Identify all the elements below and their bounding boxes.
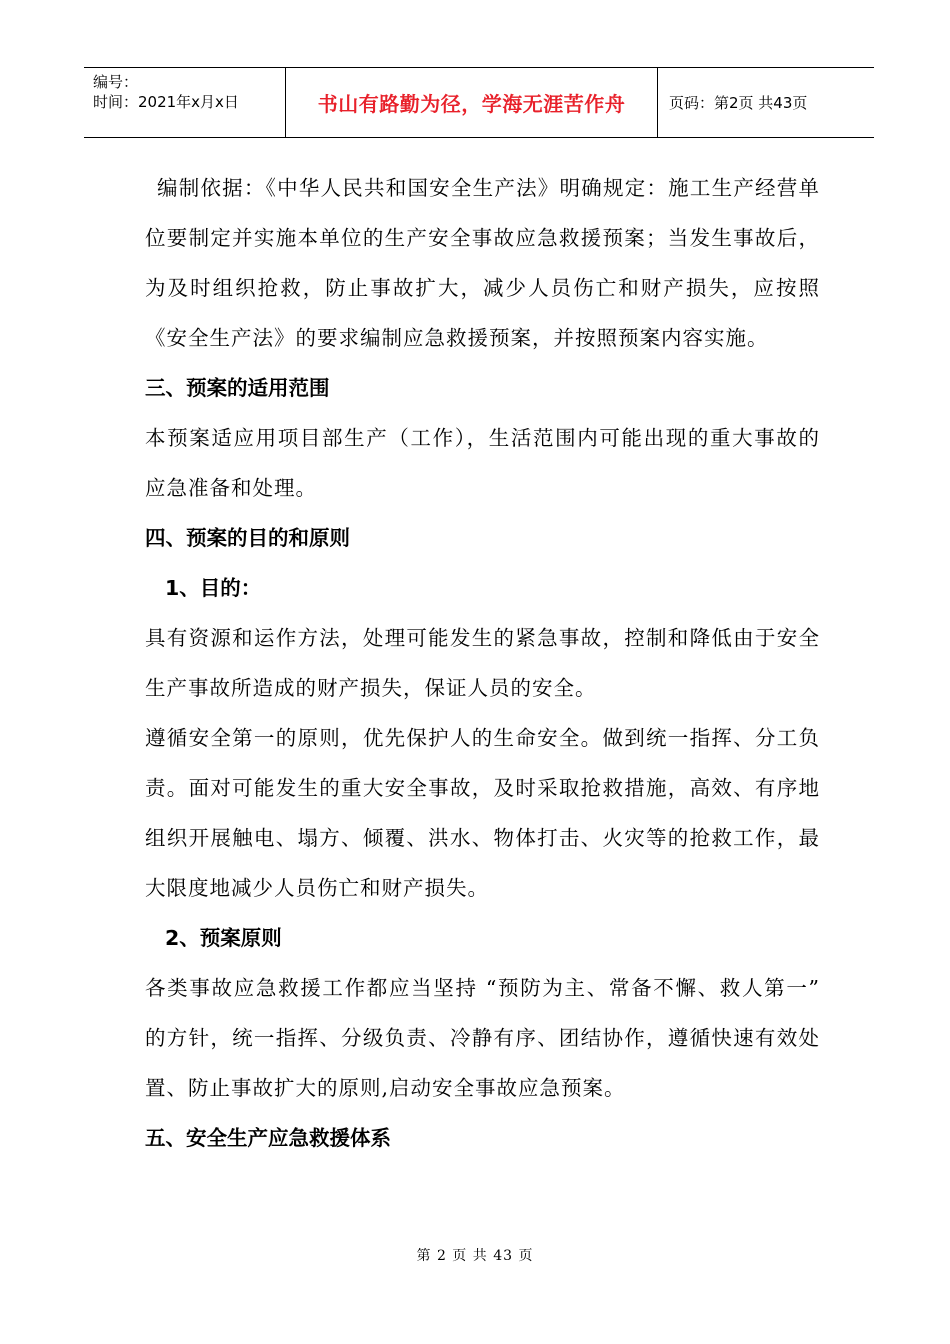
paragraph-purpose: 具有资源和运作方法，处理可能发生的紧急事故，控制和降低由于安全生产事故所造成的财产损失，保证人员的安全。 [145, 626, 820, 700]
paragraph-principles: 各类事故应急救援工作都应当坚持 “预防为主、常备不懈、救人第一” 的方针，统一指挥、分级负责、冷静有序、团结协作，遵循快速有效处置、防止事故扩大的原则,启动安全事故应急预案。 [145, 976, 820, 1100]
header-table [84, 67, 874, 138]
paragraph-scope: 本预案适应用项目部生产（工作），生活范围内可能出现的重大事故的应急准备和处理。 [145, 426, 820, 500]
subheading-purpose: 1、目的： [165, 576, 262, 600]
header-motto: 书山有路勤为径，学海无涯苦作舟 [317, 92, 626, 116]
paragraph-safety-first: 遵循安全第一的原则，优先保护人的生命安全。做到统一指挥、分工负责。面对可能发生的重大安全事故，及时采取抢救措施，高效、有序地组织开展触电、塌方、倾覆、洪水、物体打击、火灾等的抢救工作，最大限度地减少人员伤亡和财产损失。 [145, 726, 820, 900]
paragraph-basis: 编制依据：《中华人民共和国安全生产法》明确规定：施工生产经营单位要制定并实施本单位的生产安全事故应急救援预案；当发生事故后，为及时组织抢救，防止事故扩大，减少人员伤亡和财产损失，应按照《安全生产法》的要求编制应急救援预案，并按照预案内容实施。 [145, 176, 820, 350]
document-number-label: 编号： [93, 73, 139, 91]
header-page-cell [658, 68, 874, 137]
header-page-info: 页码：第2页 共43页 [669, 94, 808, 112]
subheading-principles: 2、预案原则 [165, 926, 282, 950]
document-time-label: 时间：2021年x月x日 [93, 93, 239, 111]
header-motto-cell [286, 68, 658, 137]
heading-scope: 三、预案的适用范围 [145, 376, 330, 400]
heading-rescue-system: 五、安全生产应急救援体系 [145, 1126, 391, 1150]
page-footer: 第 2 页 共 43 页 [416, 1248, 534, 1264]
document-body [145, 163, 820, 1163]
header-info-cell [84, 68, 286, 137]
heading-purpose-principles: 四、预案的目的和原则 [145, 526, 350, 550]
